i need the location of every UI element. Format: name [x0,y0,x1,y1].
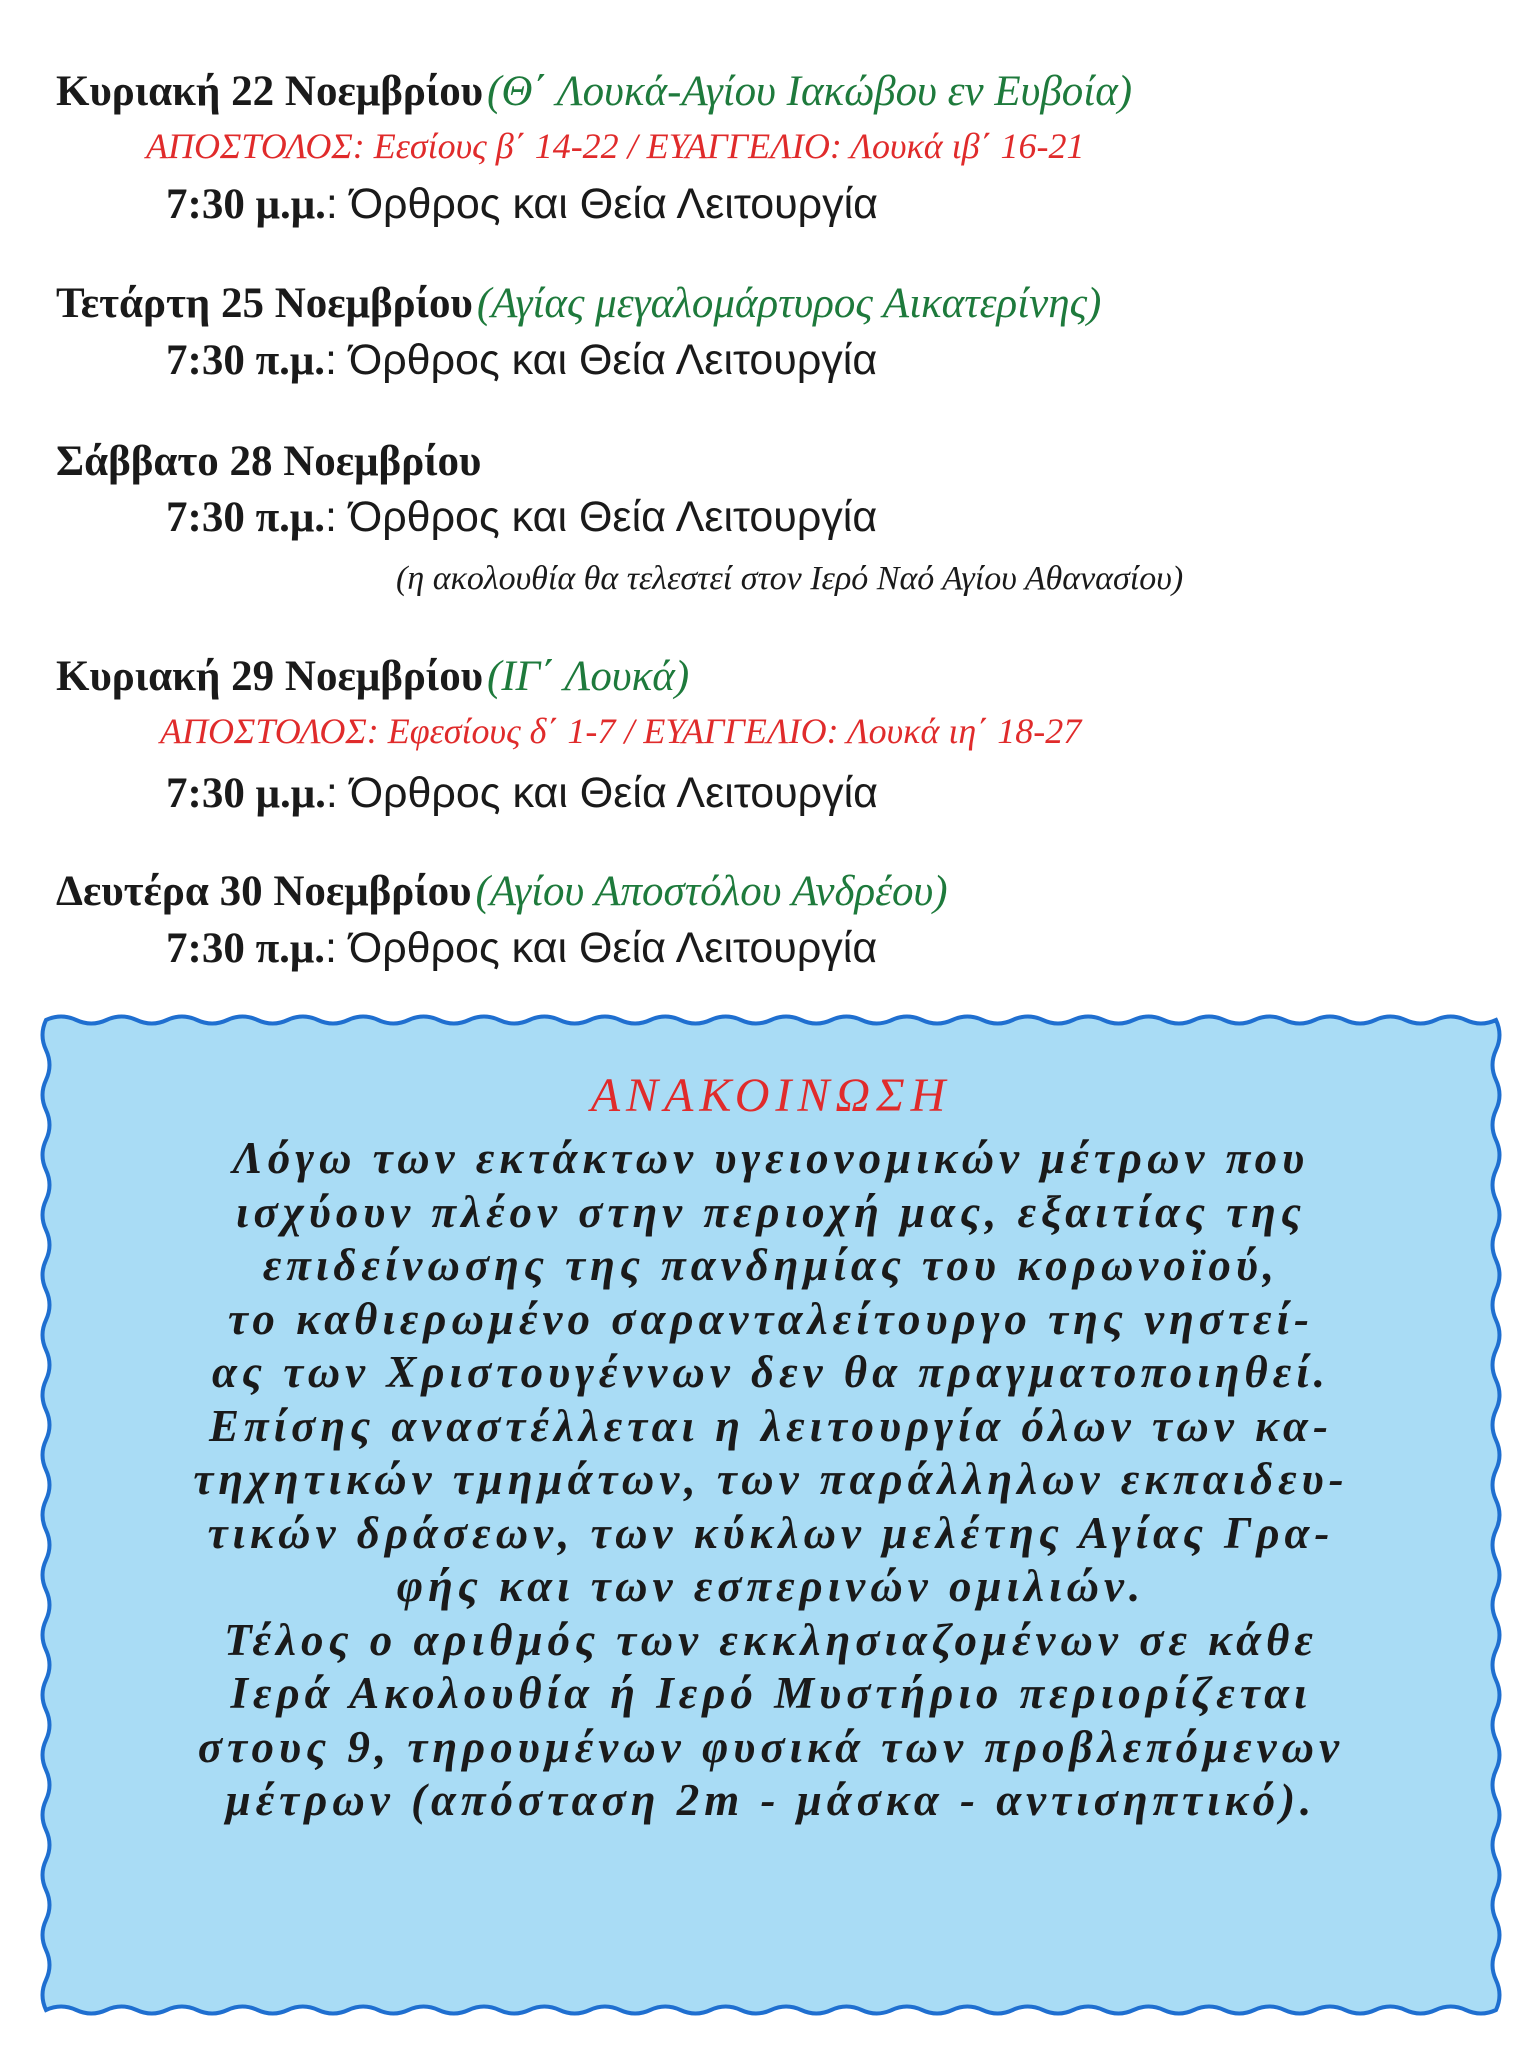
service-name: : Όρθρος και Θεία Λειτουργία [325,769,879,817]
schedule-entry-1-header [56,70,1132,113]
service-name: : Όρθρος και Θεία Λειτουργία [325,924,878,972]
schedule-entry-3-header [56,440,481,483]
announcement-line: στους 9, τηρουμένων φυσικά των προβλεπόμενων [197,1721,1345,1772]
announcement-line: το καθιερωμένο σαρανταλείτουργο της νηστεί- [228,1293,1314,1344]
service-time: 7:30 π.μ. [166,494,326,541]
announcement-line: Ιερά Ακολουθία ή Ιερό Μυστήριο περιορίζεται [230,1668,1312,1718]
feast-label: (Αγίας μεγαλομάρτυρος Αικατερίνης) [476,280,1102,327]
service-time: 7:30 μ.μ. [166,770,326,817]
announcement-line: τηχητικών τμημάτων, των παράλληλων εκπαιδευ- [193,1454,1349,1504]
announcement-line: ας των Χριστουγέννων δεν θα πραγματοποιηθεί. [212,1347,1330,1397]
schedule-entry-4-time [166,769,879,817]
day-label: Τετάρτη 25 Νοεμβρίου [56,280,473,327]
announcement-line: τικών δράσεων, των κύκλων μελέτης Αγίας Γρα- [207,1507,1335,1558]
service-name: : Όρθρος και Θεία Λειτουργία [325,336,878,384]
feast-label: (ΙΓ΄ Λουκά) [487,653,690,700]
announcement-line: Επίσης αναστέλλεται η λειτουργία όλων των κα- [209,1400,1333,1451]
announcement-box [36,1010,1506,2020]
service-schedule [0,0,1536,1000]
schedule-entry-4-header [56,655,689,698]
service-name: : Όρθρος και Θεία Λειτουργία [325,493,878,541]
schedule-entry-1-time [166,180,879,228]
location-note: (η ακολουθία θα τελεστεί στον Ιερό Ναό Αγίου Αθανασίου) [396,560,1184,597]
day-label: Δευτέρα 30 Νοεμβρίου [56,868,472,915]
readings-label: ΑΠΟΣΤΟΛΟΣ: Εφεσίους δ΄ 1-7 / ΕΥΑΓΓΕΛΙΟ: Λουκά ιη΄ 18-27 [160,711,1082,751]
day-label: Σάββατο 28 Νοεμβρίου [56,438,482,485]
announcement-text [36,1132,1506,1828]
service-time: 7:30 π.μ. [166,925,326,972]
day-label: Κυριακή 29 Νοεμβρίου [56,653,484,700]
schedule-entry-5-time [166,924,878,972]
day-label: Κυριακή 22 Νοεμβρίου [56,68,484,115]
service-time: 7:30 π.μ. [166,337,326,384]
announcement-line: Λόγω των εκτάκτων υγειονομικών μέτρων που [232,1133,1310,1183]
announcement-title: ΑΝΑΚΟΙΝΩΣΗ [590,1069,952,1122]
schedule-entry-5-header [56,870,948,913]
service-name: : Όρθρος και Θεία Λειτουργία [325,180,879,228]
readings-label: ΑΠΟΣΤΟΛΟΣ: Εεσίους β΄ 14-22 / ΕΥΑΓΓΕΛΙΟ: Λουκά ιβ΄ 16-21 [146,126,1085,166]
announcement-line: φής και των εσπερινών ομιλιών. [396,1561,1146,1611]
announcement-line: Τέλος ο αριθμός των εκκλησιαζομένων σε κάθε [224,1614,1318,1665]
service-time: 7:30 μ.μ. [166,181,326,228]
announcement-line: επιδείνωσης της πανδημίας του κορωνοϊού, [262,1240,1280,1290]
announcement-line: ισχύουν πλέον στην περιοχή μας, εξαιτίας της [236,1186,1306,1237]
feast-label: (Αγίου Αποστόλου Ανδρέου) [475,868,948,915]
schedule-entry-2-time [166,336,878,384]
announcement-line: μέτρων (απόσταση 2m - μάσκα - αντισηπτικό). [225,1775,1317,1825]
feast-label: (Θ΄ Λουκά-Αγίου Ιακώβου εν Ευβοία) [487,68,1133,115]
schedule-entry-2-header [56,282,1101,325]
schedule-entry-3-time [166,493,878,541]
